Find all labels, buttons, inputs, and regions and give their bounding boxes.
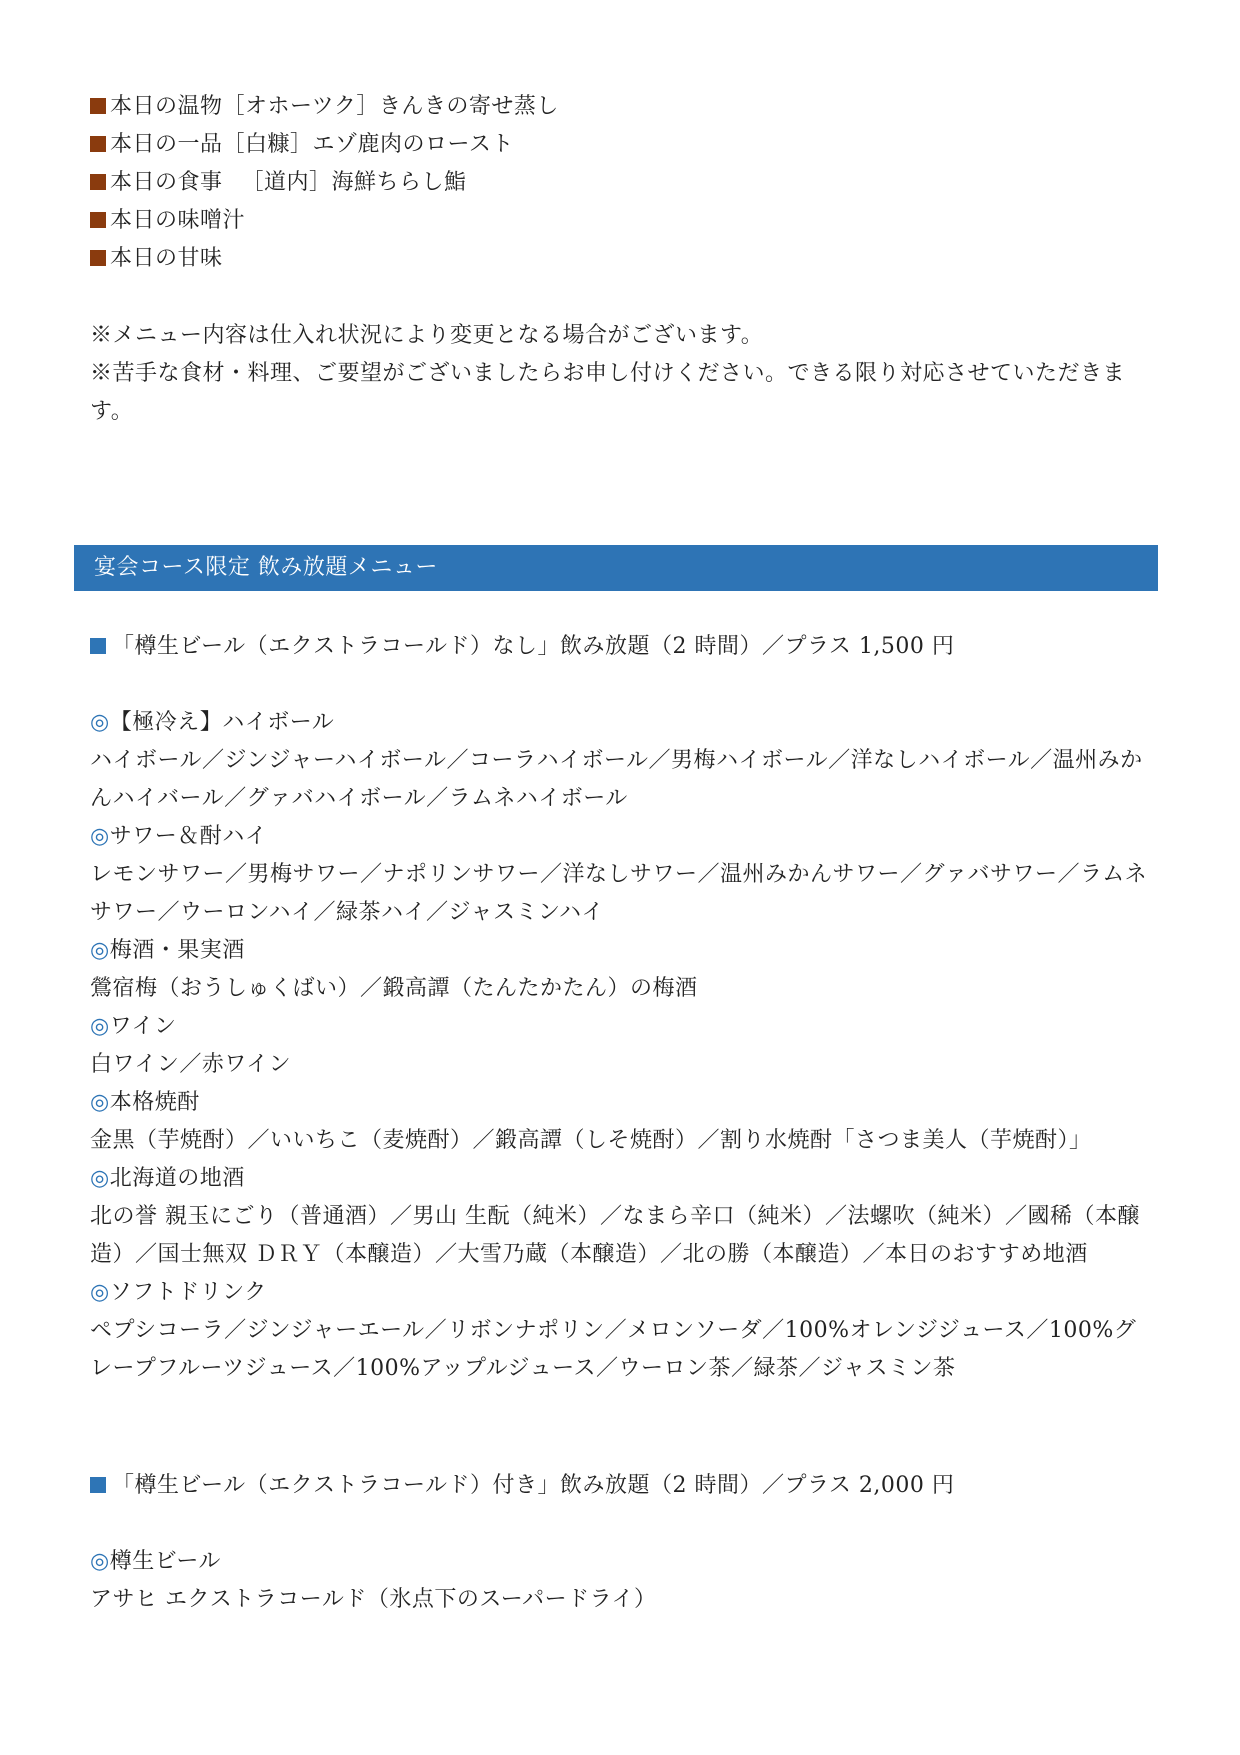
double-circle-icon: ◎ xyxy=(90,824,110,849)
note-text: ※メニュー内容は仕入れ状況により変更となる場合がございます。 xyxy=(90,323,764,348)
note-text: ※苦手な食材・料理、ご要望がございましたらお申し付けください。できる限り対応させていただきます。 xyxy=(90,361,1126,424)
menu-item: 本日の味噌汁 xyxy=(90,202,1150,240)
square-bullet-icon xyxy=(90,212,106,228)
drink-category: ◎【極冷え】ハイボール xyxy=(90,710,335,735)
drink-category: ◎ソフトドリンク xyxy=(90,1280,267,1305)
square-bullet-icon xyxy=(90,250,106,266)
double-circle-icon: ◎ xyxy=(90,1166,110,1191)
square-bullet-icon xyxy=(90,1477,106,1493)
drink-category: ◎梅酒・果実酒 xyxy=(90,938,245,963)
menu-item: 本日の温物［オホーツク］きんきの寄せ蒸し xyxy=(90,88,1150,126)
plan-title: 「樽生ビール（エクストラコールド）付き」飲み放題（2 時間）／プラス 2,000 円 xyxy=(112,1473,955,1498)
double-circle-icon: ◎ xyxy=(90,1549,110,1574)
drink-items: 白ワイン／赤ワイン xyxy=(90,1052,292,1077)
drink-items: 鶯宿梅（おうしゅくばい）／鍛高譚（たんたかたん）の梅酒 xyxy=(90,976,698,1001)
drink-category: ◎サワー＆酎ハイ xyxy=(90,824,268,849)
drink-items: 北の誉 親玉にごり（普通酒）／男山 生酛（純米）／なまら辛口（純米）／法螺吹（純米）／國稀（本醸造）／国士無双 ＤＲＹ（本醸造）／大雪乃蔵（本醸造）／北の勝（本醸造）／本日のおすすめ地酒 xyxy=(90,1204,1140,1267)
square-bullet-icon xyxy=(90,98,106,114)
menu-item: 本日の一品［白糠］エゾ鹿肉のロースト xyxy=(90,126,1150,164)
drink-items: レモンサワー／男梅サワー／ナポリンサワー／洋なしサワー／温州みかんサワー／グァバサワー／ラムネサワー／ウーロンハイ／緑茶ハイ／ジャスミンハイ xyxy=(90,862,1148,925)
double-circle-icon: ◎ xyxy=(90,1014,110,1039)
drink-items: ペプシコーラ／ジンジャーエール／リボンナポリン／メロンソーダ／100%オレンジジュース／100%グレープフルーツジュース／100%アップルジュース／ウーロン茶／緑茶／ジャスミン茶 xyxy=(90,1318,1137,1381)
drink-category: ◎樽生ビール xyxy=(90,1549,221,1574)
drink-category: ◎ワイン xyxy=(90,1014,177,1039)
course-menu-list xyxy=(90,88,1150,278)
plan-title: 「樽生ビール（エクストラコールド）なし」飲み放題（2 時間）／プラス 1,500 円 xyxy=(112,634,955,659)
menu-item: 本日の食事 ［道内］海鮮ちらし鮨 xyxy=(90,164,1150,202)
drink-items: アサヒ エクストラコールド（氷点下のスーパードライ） xyxy=(90,1587,657,1612)
plan-heading-1 xyxy=(90,628,1150,666)
square-bullet-icon xyxy=(90,174,106,190)
drink-category: ◎本格焼酎 xyxy=(90,1090,200,1115)
double-circle-icon: ◎ xyxy=(90,710,110,735)
banner-title: 宴会コース限定 飲み放題メニュー xyxy=(94,555,438,580)
plan-1-drink-list xyxy=(90,704,1150,1388)
double-circle-icon: ◎ xyxy=(90,1280,110,1305)
double-circle-icon: ◎ xyxy=(90,938,110,963)
drink-items: 金黒（芋焼酎）／いいちこ（麦焼酎）／鍛高譚（しそ焼酎）／割り水焼酎「さつま美人（芋焼酎）」 xyxy=(90,1128,1092,1153)
double-circle-icon: ◎ xyxy=(90,1090,110,1115)
drink-items: ハイボール／ジンジャーハイボール／コーラハイボール／男梅ハイボール／洋なしハイボール／温州みかんハイバール／グァバハイボール／ラムネハイボール xyxy=(90,748,1143,811)
plan-heading-2 xyxy=(90,1467,1150,1505)
drink-category: ◎北海道の地酒 xyxy=(90,1166,245,1191)
menu-notes xyxy=(90,317,1150,431)
plan-2-drink-list xyxy=(90,1543,1150,1619)
section-banner xyxy=(74,545,1158,591)
menu-item: 本日の甘味 xyxy=(90,240,1150,278)
square-bullet-icon xyxy=(90,638,106,654)
square-bullet-icon xyxy=(90,136,106,152)
